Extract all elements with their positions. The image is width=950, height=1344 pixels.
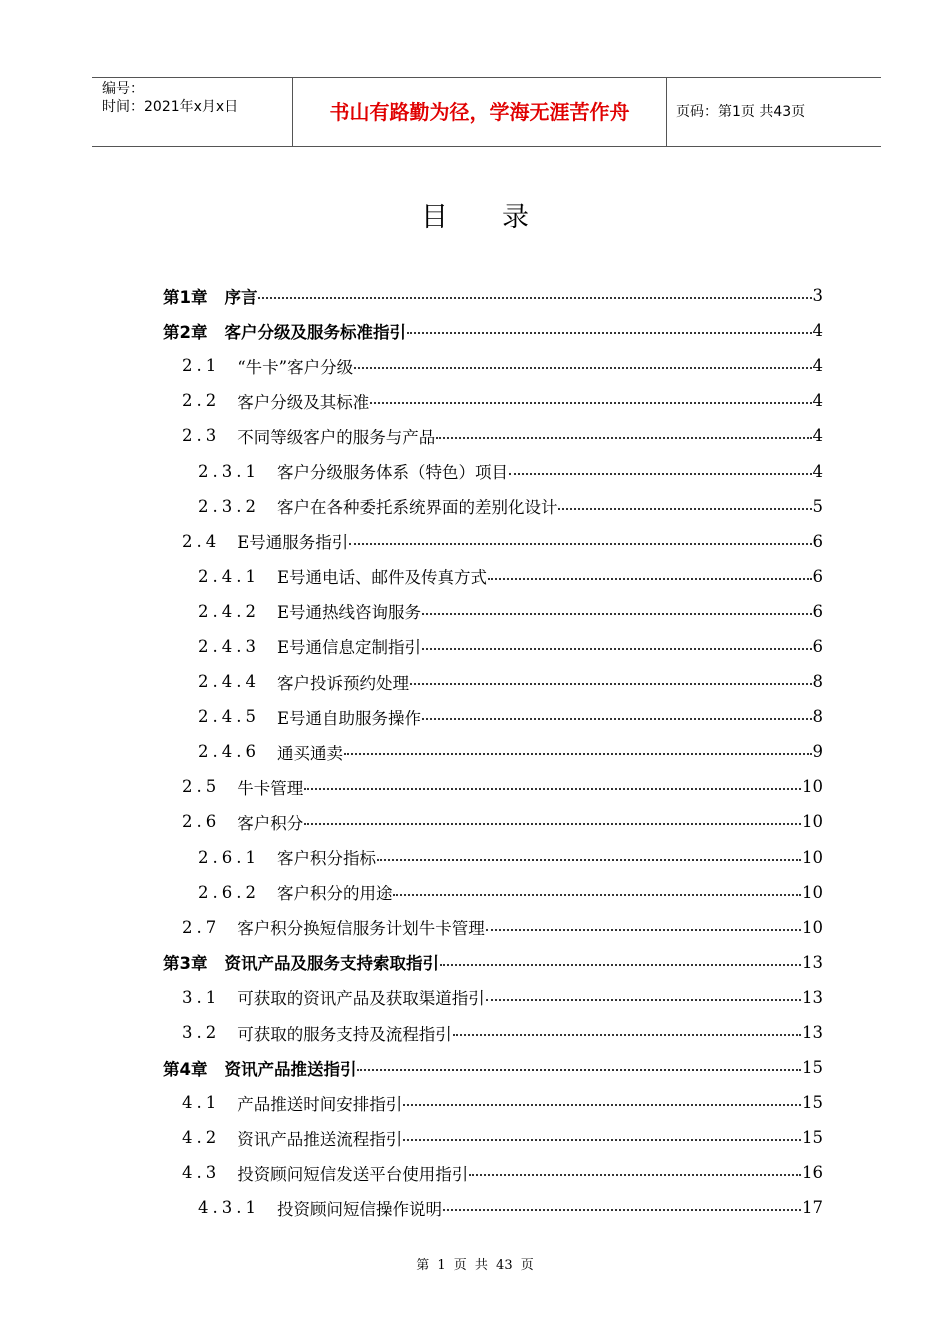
toc-dot-leader (304, 787, 801, 790)
toc-entry-number: 2.4.3 (198, 636, 260, 656)
toc-entry-number: 第1章 (163, 287, 208, 307)
toc-entry-number: 3.2 (182, 1023, 221, 1043)
toc-entry-page: 15 (802, 1128, 823, 1148)
toc-entry[interactable] (163, 594, 823, 629)
toc-entry-page: 8 (812, 672, 823, 692)
header-page-cell (666, 78, 881, 146)
toc-dot-leader (407, 331, 812, 334)
toc-entry[interactable] (163, 699, 823, 734)
toc-entry[interactable] (163, 945, 823, 980)
toc-entry[interactable] (163, 453, 823, 488)
document-time-label: 时间：2021年x月x日 (102, 99, 239, 115)
toc-entry-page: 17 (802, 1198, 823, 1218)
toc-dot-leader (558, 507, 811, 510)
toc-entry[interactable] (163, 559, 823, 594)
toc-dot-leader (377, 858, 801, 861)
toc-entry-number: 2.3 (182, 426, 221, 446)
toc-entry[interactable] (163, 348, 823, 383)
toc-dot-leader (344, 752, 812, 755)
header-motto-cell (292, 78, 667, 146)
toc-entry-page: 3 (812, 286, 823, 306)
toc-entry-page: 4 (812, 391, 823, 411)
toc-entry[interactable] (163, 1120, 823, 1155)
toc-entry[interactable] (163, 769, 823, 804)
toc-entry-label: 客户积分换短信服务计划牛卡管理 (237, 919, 485, 939)
toc-entry-page: 10 (802, 777, 823, 797)
toc-entry-page: 8 (812, 707, 823, 727)
toc-entry-number: 4.3 (182, 1163, 221, 1183)
toc-entry-page: 13 (802, 952, 823, 972)
header-motto: 书山有路勤为径，学海无涯苦作舟 (329, 100, 630, 124)
toc-entry-number: 2.7 (182, 917, 221, 937)
toc-dot-leader (486, 998, 801, 1001)
toc-dot-leader (410, 682, 812, 685)
toc-dot-leader (453, 1033, 801, 1036)
toc-entry-page: 15 (802, 1058, 823, 1078)
toc-entry-number: 2.4.2 (198, 601, 260, 621)
toc-entry-label: E号通信息定制指引 (276, 638, 422, 658)
toc-entry-label: E号通电话、邮件及传真方式 (276, 568, 488, 588)
toc-entry-label: 资讯产品推送流程指引 (237, 1129, 403, 1149)
toc-entry-label: 不同等级客户的服务与产品 (237, 427, 436, 447)
toc-entry-number: 4.2 (182, 1128, 221, 1148)
toc-entry-page: 4 (812, 356, 823, 376)
toc-dot-leader (304, 822, 801, 825)
toc-entry[interactable] (163, 980, 823, 1015)
toc-dot-leader (486, 928, 801, 931)
toc-dot-leader (403, 1138, 801, 1141)
toc-entry-number: 2.4.1 (198, 566, 260, 586)
toc-entry-label: 资讯产品推送指引 (224, 1059, 357, 1079)
toc-entry-label: 客户在各种委托系统界面的差别化设计 (276, 498, 558, 518)
toc-dot-leader (488, 577, 811, 580)
toc-dot-leader (443, 1208, 801, 1211)
toc-entry[interactable] (163, 664, 823, 699)
toc-dot-leader (393, 893, 801, 896)
toc-entry-page: 10 (802, 917, 823, 937)
toc-dot-leader (509, 472, 812, 475)
toc-entry-page: 6 (812, 531, 823, 551)
toc-entry-number: 4.3.1 (198, 1198, 260, 1218)
toc-entry-page: 10 (802, 812, 823, 832)
toc-entry-label: 可获取的服务支持及流程指引 (237, 1024, 452, 1044)
toc-dot-leader (422, 717, 811, 720)
toc-entry-page: 6 (812, 601, 823, 621)
toc-entry-number: 2.4.6 (198, 742, 260, 762)
toc-entry-label: 投资顾问短信发送平台使用指引 (237, 1164, 469, 1184)
toc-entry-label: 客户分级及其标准 (237, 392, 370, 412)
toc-entry[interactable] (163, 313, 823, 348)
toc-dot-leader (422, 647, 811, 650)
toc-entry-label: 可获取的资讯产品及获取渠道指引 (237, 989, 485, 1009)
toc-entry-page: 13 (802, 987, 823, 1007)
toc-entry-label: 客户分级服务体系（特色）项目 (276, 463, 508, 483)
toc-entry-page: 10 (802, 847, 823, 867)
toc-dot-leader (370, 401, 811, 404)
toc-entry-label: 通买通卖 (276, 743, 343, 763)
toc-entry-number: 第4章 (163, 1059, 208, 1079)
toc-entry[interactable] (163, 1155, 823, 1190)
toc-entry-page: 10 (802, 882, 823, 902)
toc-dot-leader (440, 963, 801, 966)
toc-entry-number: 2.6.1 (198, 847, 260, 867)
toc-entry[interactable] (163, 524, 823, 559)
toc-entry[interactable] (163, 1015, 823, 1050)
toc-entry-label: 客户积分 (237, 813, 304, 833)
toc-dot-leader (357, 1068, 801, 1071)
toc-dot-leader (422, 612, 811, 615)
toc-entry-label: E号通热线咨询服务 (276, 603, 422, 623)
toc-entry-number: 2.4 (182, 531, 221, 551)
toc-entry-label: 客户积分指标 (276, 849, 376, 869)
toc-entry[interactable] (163, 734, 823, 769)
toc-dot-leader (349, 542, 811, 545)
toc-entry-number: 2.4.4 (198, 672, 260, 692)
header-page-info: 页码：第1页 共43页 (676, 104, 806, 120)
toc-entry-number: 2.2 (182, 391, 221, 411)
document-code-label: 编号： (102, 81, 144, 97)
toc-entry-number: 3.1 (182, 987, 221, 1007)
toc-entry-page: 15 (802, 1093, 823, 1113)
toc-entry-page: 9 (812, 742, 823, 762)
toc-entry-label: 投资顾问短信操作说明 (276, 1199, 442, 1219)
toc-dot-leader (354, 366, 811, 369)
toc-title: 目录 (421, 202, 583, 233)
toc-entry-label: 客户投诉预约处理 (276, 673, 409, 693)
toc-entry-label: E号通服务指引 (237, 533, 349, 553)
toc-entry[interactable] (163, 1190, 823, 1225)
toc-entry-label: 牛卡管理 (237, 778, 304, 798)
toc-entry-number: 2.3.1 (198, 461, 260, 481)
toc-entry[interactable] (163, 278, 823, 313)
toc-entry-page: 6 (812, 636, 823, 656)
toc-entry-page: 6 (812, 566, 823, 586)
toc-entry[interactable] (163, 804, 823, 839)
toc-entry-number: 2.5 (182, 777, 221, 797)
toc-dot-leader (436, 436, 811, 439)
toc-entry-page: 16 (802, 1163, 823, 1183)
toc-entry[interactable] (163, 1050, 823, 1085)
toc-dot-leader (403, 1103, 801, 1106)
toc-entry[interactable] (163, 489, 823, 524)
page-footer: 第 1 页 共 43 页 (416, 1258, 534, 1273)
toc-entry-label: 客户分级及服务标准指引 (224, 322, 406, 342)
toc-entry-page: 13 (802, 1023, 823, 1043)
toc-entry-page: 4 (812, 426, 823, 446)
toc-entry-label: 序言 (224, 287, 258, 307)
toc-entry-number: 2.1 (182, 356, 221, 376)
header-meta-cell (92, 78, 292, 146)
table-of-contents (163, 278, 823, 1226)
toc-entry-label: E号通自助服务操作 (276, 708, 422, 728)
toc-entry-number: 2.3.2 (198, 496, 260, 516)
toc-entry-label: 产品推送时间安排指引 (237, 1094, 403, 1114)
toc-entry-number: 2.6 (182, 812, 221, 832)
toc-entry[interactable] (163, 629, 823, 664)
toc-entry[interactable] (163, 383, 823, 418)
toc-dot-leader (258, 296, 811, 299)
toc-entry-page: 5 (812, 496, 823, 516)
toc-dot-leader (469, 1173, 801, 1176)
toc-entry-label: “牛卡”客户分级 (237, 357, 354, 377)
toc-entry[interactable] (163, 418, 823, 453)
page-header (92, 77, 881, 147)
toc-entry[interactable] (163, 840, 823, 875)
toc-entry[interactable] (163, 1085, 823, 1120)
toc-entry-number: 2.6.2 (198, 882, 260, 902)
toc-entry-number: 第3章 (163, 954, 208, 974)
toc-entry-page: 4 (812, 461, 823, 481)
toc-entry-number: 2.4.5 (198, 707, 260, 727)
toc-entry-number: 第2章 (163, 322, 208, 342)
toc-entry-number: 4.1 (182, 1093, 221, 1113)
toc-entry[interactable] (163, 910, 823, 945)
toc-entry-label: 资讯产品及服务支持索取指引 (224, 954, 439, 974)
toc-entry-page: 4 (812, 321, 823, 341)
toc-entry-label: 客户积分的用途 (276, 884, 393, 904)
toc-entry[interactable] (163, 875, 823, 910)
